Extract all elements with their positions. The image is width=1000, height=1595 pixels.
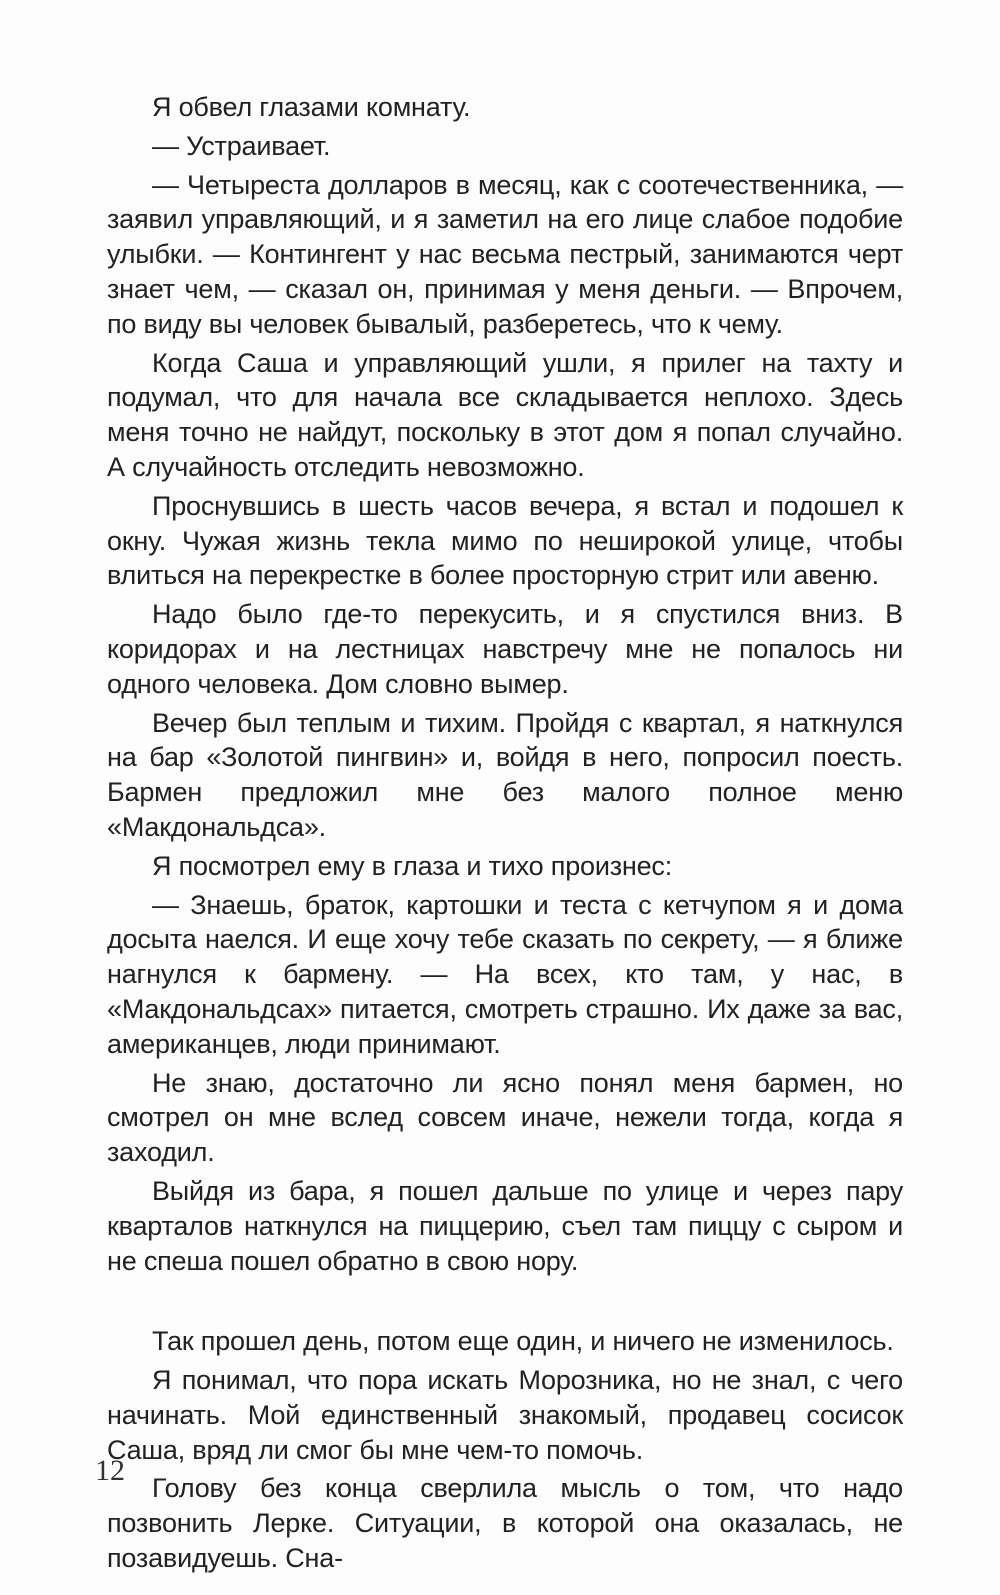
section-break — [107, 1282, 903, 1324]
paragraph: Когда Саша и управляющий ушли, я прилег на тахту и подумал, что для начала все складывается неплохо. Здесь меня точно не найдут, поскольку в этот дом я попал случайно. А случайность отследить невозможно. — [107, 347, 903, 482]
page-number: 12 — [95, 1454, 125, 1487]
paragraph: — Устраивает. — [152, 130, 331, 161]
paragraph: Надо было где-то перекусить, и я спустился вниз. В коридорах и на лестницах навстречу мне не попалось ни одного человека. Дом словно вымер. — [107, 599, 903, 699]
paragraph: Так прошел день, потом еще один, и ничего не изменилось. — [152, 1326, 894, 1357]
paragraph: Я обвел глазами комнату. — [152, 92, 471, 122]
body-text — [107, 90, 903, 1580]
paragraph: — Четыреста долларов в месяц, как с соотечественника, — заявил управляющий, и я заметил на его лице слабое подобие улыбки. — Контингент у нас весьма пестрый, занимаются черт знает чем, — сказал он, принимая у меня деньги. — Впрочем, по виду вы человек бывалый, разберетесь, что к чему. — [107, 169, 903, 339]
paragraph: Проснувшись в шесть часов вечера, я встал и подошел к окну. Чужая жизнь текла мимо по неширокой улице, чтобы влиться на перекрестке в более просторную стрит или авеню. — [107, 490, 903, 591]
paragraph: Выйдя из бара, я пошел дальше по улице и через пару кварталов наткнулся на пиццерию, съел там пиццу с сыром и не спеша пошел обратно в свою нору. — [107, 1175, 903, 1276]
paragraph: Не знаю, достаточно ли ясно понял меня бармен, но смотрел он мне вслед совсем иначе, нежели тогда, когда я заходил. — [107, 1067, 903, 1168]
paragraph: Вечер был теплым и тихим. Пройдя с квартал, я наткнулся на бар «Золотой пингвин» и, войдя в него, попросил поесть. Бармен предложил мне без малого полное меню «Макдональдса». — [107, 707, 903, 842]
paragraph: Голову без конца сверлила мысль о том, что надо позвонить Лерке. Ситуации, в которой она оказалась, не позавидуешь. Сна- — [107, 1473, 903, 1574]
paragraph: Я понимал, что пора искать Морозника, но не знал, с чего начинать. Мой единственный знакомый, продавец сосисок Саша, вряд ли смог бы мне чем-то помочь. — [107, 1365, 903, 1465]
paragraph: Я посмотрел ему в глаза и тихо произнес: — [152, 850, 673, 881]
paragraph: — Знаешь, браток, картошки и теста с кетчупом я и дома досыта наелся. И еще хочу тебе сказать по секрету, — я ближе нагнулся к бармену. — На всех, кто там, у нас, в «Макдональдсах» питается, смотреть страшно. Их даже за вас, американцев, люди принимают. — [107, 889, 903, 1059]
